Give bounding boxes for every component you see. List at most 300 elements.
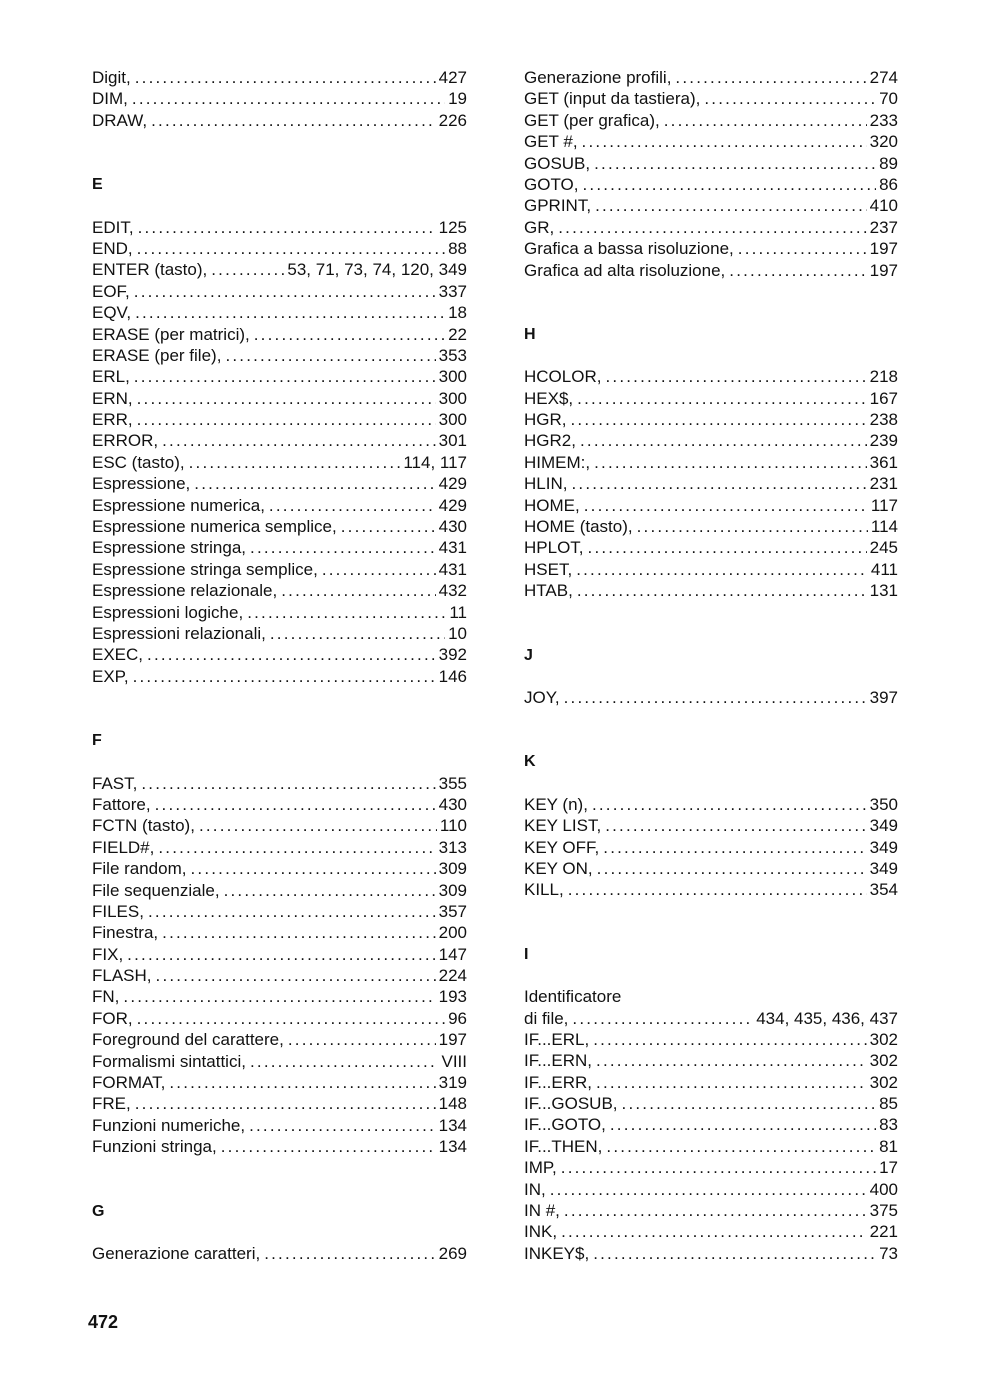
dot-leader bbox=[155, 794, 436, 815]
index-page-ref: 397 bbox=[869, 687, 898, 707]
index-term: FIELD#, bbox=[92, 837, 155, 857]
index-page-ref: 237 bbox=[869, 217, 898, 237]
index-entry bbox=[524, 88, 898, 109]
index-page-ref: 114 bbox=[870, 517, 898, 537]
dot-leader bbox=[158, 837, 435, 858]
index-column-right bbox=[524, 67, 898, 1264]
dot-leader bbox=[577, 388, 866, 409]
dot-leader bbox=[151, 110, 436, 131]
index-entry bbox=[92, 794, 467, 815]
index-entry bbox=[92, 302, 467, 323]
dot-leader bbox=[637, 516, 868, 537]
index-term: GOSUB, bbox=[524, 153, 591, 173]
index-page-ref: 197 bbox=[869, 239, 898, 259]
index-entry bbox=[524, 1029, 898, 1050]
dot-leader bbox=[550, 1179, 867, 1200]
index-entry bbox=[92, 388, 467, 409]
index-page-ref: 17 bbox=[879, 1158, 898, 1178]
index-page-ref: 245 bbox=[869, 538, 898, 558]
index-term: ERR, bbox=[92, 410, 133, 430]
index-page-ref: 302 bbox=[869, 1051, 898, 1071]
index-entry bbox=[524, 858, 898, 879]
section-letter-k: K bbox=[524, 753, 536, 771]
index-entry bbox=[524, 388, 898, 409]
dot-leader bbox=[254, 324, 445, 345]
dot-leader bbox=[135, 67, 436, 88]
index-page-ref: 239 bbox=[869, 431, 898, 451]
index-page-ref: 86 bbox=[879, 174, 898, 194]
dot-leader bbox=[606, 1136, 876, 1157]
index-page-ref: 434, 435, 436, 437 bbox=[756, 1008, 898, 1028]
index-term: FIX, bbox=[92, 944, 124, 964]
index-entry bbox=[92, 516, 467, 537]
index-entry bbox=[92, 430, 467, 451]
index-entry bbox=[92, 88, 467, 109]
index-term: Generazione caratteri, bbox=[92, 1243, 261, 1263]
index-term: Generazione profili, bbox=[524, 68, 672, 87]
index-entry bbox=[524, 1157, 898, 1178]
index-term: GOTO, bbox=[524, 174, 579, 194]
index-page-ref: 319 bbox=[438, 1073, 467, 1093]
dot-leader bbox=[264, 1243, 435, 1264]
index-entry bbox=[92, 281, 467, 302]
dot-leader bbox=[738, 238, 867, 259]
index-entry bbox=[524, 837, 898, 858]
index-term: Espressioni relazionali, bbox=[92, 623, 266, 643]
index-page-ref: 350 bbox=[869, 794, 898, 814]
index-term: Grafica ad alta risoluzione, bbox=[524, 260, 726, 280]
section-letter-g: G bbox=[92, 1202, 105, 1220]
index-term: FAST, bbox=[92, 773, 138, 793]
index-term: GR, bbox=[524, 217, 555, 237]
index-page-ref: 431 bbox=[438, 559, 467, 579]
index-term: GET #, bbox=[524, 132, 578, 152]
index-term: HSET, bbox=[524, 559, 573, 579]
index-term: IF...ERL, bbox=[524, 1029, 590, 1049]
dot-leader bbox=[132, 88, 445, 109]
index-page-ref: 400 bbox=[869, 1179, 898, 1199]
index-entry bbox=[92, 965, 467, 986]
dot-leader bbox=[582, 174, 876, 195]
dot-leader bbox=[134, 281, 436, 302]
index-entry bbox=[92, 580, 467, 601]
dot-leader bbox=[247, 602, 446, 623]
index-entry bbox=[524, 1136, 898, 1157]
dot-leader bbox=[605, 815, 866, 836]
dot-leader bbox=[249, 1115, 436, 1136]
dot-leader bbox=[561, 1157, 876, 1178]
index-entry bbox=[92, 217, 467, 238]
index-entry bbox=[92, 537, 467, 558]
index-entry bbox=[92, 837, 467, 858]
index-page-ref: 81 bbox=[879, 1136, 898, 1156]
index-entry bbox=[524, 986, 898, 1007]
index-entry bbox=[92, 238, 467, 259]
index-page-ref: 10 bbox=[448, 623, 467, 643]
index-entry bbox=[92, 901, 467, 922]
dot-leader bbox=[561, 1221, 867, 1242]
dot-leader bbox=[596, 1072, 867, 1093]
index-page-ref: 224 bbox=[438, 966, 467, 986]
index-page-ref: 83 bbox=[879, 1115, 898, 1135]
index-entry bbox=[524, 1243, 898, 1264]
index-page-ref: 353 bbox=[438, 345, 467, 365]
dot-leader bbox=[127, 944, 435, 965]
index-entry bbox=[524, 409, 898, 430]
index-term: IN, bbox=[524, 1179, 546, 1199]
dot-leader bbox=[576, 559, 868, 580]
dot-leader bbox=[199, 815, 437, 836]
dot-leader bbox=[610, 1114, 876, 1135]
index-term: HOME (tasto), bbox=[524, 517, 633, 537]
dot-leader bbox=[137, 1008, 445, 1029]
index-entry bbox=[92, 345, 467, 366]
index-term: END, bbox=[92, 238, 133, 258]
dot-leader bbox=[664, 110, 867, 131]
index-page-ref: VIII bbox=[441, 1051, 467, 1071]
index-entry bbox=[92, 1115, 467, 1136]
index-entry bbox=[524, 217, 898, 238]
index-term: INK, bbox=[524, 1222, 558, 1242]
index-term: IF...THEN, bbox=[524, 1136, 603, 1156]
index-entry bbox=[92, 858, 467, 879]
index-term: ERL, bbox=[92, 367, 130, 387]
index-entry bbox=[524, 260, 898, 281]
index-entry bbox=[92, 1051, 467, 1072]
dot-leader bbox=[224, 880, 436, 901]
index-entry bbox=[92, 644, 467, 665]
dot-leader bbox=[341, 516, 436, 537]
index-term: FOR, bbox=[92, 1008, 133, 1028]
index-entry bbox=[524, 537, 898, 558]
dot-leader bbox=[270, 623, 445, 644]
dot-leader bbox=[593, 1029, 866, 1050]
section-letter-j: J bbox=[524, 646, 533, 664]
index-entry bbox=[524, 238, 898, 259]
index-term: HLIN, bbox=[524, 474, 568, 494]
index-page-ref: 89 bbox=[879, 153, 898, 173]
index-term: FRE, bbox=[92, 1094, 131, 1114]
index-page-ref: 70 bbox=[879, 89, 898, 109]
dot-leader bbox=[571, 409, 867, 430]
index-entry bbox=[92, 1093, 467, 1114]
dot-leader bbox=[162, 430, 436, 451]
index-page-ref: 19 bbox=[448, 89, 467, 109]
index-term: KILL, bbox=[524, 880, 564, 900]
dot-leader bbox=[322, 559, 436, 580]
dot-leader bbox=[577, 580, 867, 601]
index-page-ref: 134 bbox=[438, 1137, 467, 1157]
index-page-ref: 218 bbox=[869, 367, 898, 387]
index-entry bbox=[92, 986, 467, 1007]
index-page-ref: 313 bbox=[438, 837, 467, 857]
index-page-ref: 309 bbox=[438, 880, 467, 900]
index-entry bbox=[92, 773, 467, 794]
index-page-ref: 18 bbox=[448, 303, 467, 323]
dot-leader bbox=[190, 858, 435, 879]
index-page-ref: 197 bbox=[438, 1030, 467, 1050]
section-letter-i: I bbox=[524, 945, 529, 963]
index-term: JOY, bbox=[524, 687, 560, 707]
index-term: INKEY$, bbox=[524, 1243, 590, 1263]
index-term: Grafica a bassa risoluzione, bbox=[524, 239, 734, 259]
index-entry bbox=[524, 1008, 898, 1029]
dot-leader bbox=[225, 345, 435, 366]
index-page-ref: 300 bbox=[438, 410, 467, 430]
index-term: ERASE (per matrici), bbox=[92, 324, 250, 344]
index-entry bbox=[524, 67, 898, 88]
index-page-ref: 167 bbox=[869, 388, 898, 408]
dot-leader bbox=[582, 131, 867, 152]
index-term: GET (input da tastiera), bbox=[524, 89, 701, 109]
index-term: Finestra, bbox=[92, 923, 159, 943]
index-term: ESC (tasto), bbox=[92, 452, 185, 472]
index-term: IF...GOSUB, bbox=[524, 1094, 618, 1114]
index-term: FILES, bbox=[92, 901, 144, 921]
index-entry bbox=[524, 473, 898, 494]
index-page-ref: 392 bbox=[438, 645, 467, 665]
index-page-ref: 146 bbox=[438, 666, 467, 686]
index-term: Funzioni stringa, bbox=[92, 1137, 217, 1157]
index-term: ERN, bbox=[92, 388, 133, 408]
dot-leader bbox=[594, 153, 876, 174]
index-term: FORMAT, bbox=[92, 1073, 166, 1093]
dot-leader bbox=[596, 1050, 867, 1071]
index-entry bbox=[524, 452, 898, 473]
dot-leader bbox=[597, 858, 867, 879]
index-entry bbox=[92, 623, 467, 644]
index-entry bbox=[92, 944, 467, 965]
dot-leader bbox=[134, 366, 436, 387]
index-term: Espressione stringa semplice, bbox=[92, 559, 318, 579]
index-entry bbox=[524, 1200, 898, 1221]
index-entry bbox=[92, 1008, 467, 1029]
index-term: Espressioni logiche, bbox=[92, 602, 244, 622]
index-page-ref: 337 bbox=[438, 281, 467, 301]
index-entry bbox=[92, 324, 467, 345]
index-page-ref: 302 bbox=[869, 1072, 898, 1092]
index-term: HEX$, bbox=[524, 388, 574, 408]
index-term: KEY OFF, bbox=[524, 837, 600, 857]
index-entry bbox=[92, 452, 467, 473]
index-page-ref: 300 bbox=[438, 388, 467, 408]
index-term: Formalismi sintattici, bbox=[92, 1051, 246, 1071]
dot-leader bbox=[156, 965, 436, 986]
index-term: ERROR, bbox=[92, 431, 159, 451]
index-term: IF...ERR, bbox=[524, 1072, 593, 1092]
index-page-ref: 88 bbox=[448, 238, 467, 258]
index-term: EXEC, bbox=[92, 645, 144, 665]
index-term: di file, bbox=[524, 1008, 569, 1028]
index-page-ref: 349 bbox=[869, 858, 898, 878]
index-page-ref: 274 bbox=[869, 68, 898, 87]
index-entry bbox=[524, 815, 898, 836]
index-entry bbox=[524, 1179, 898, 1200]
index-page-ref: 429 bbox=[438, 474, 467, 494]
index-page-ref: 309 bbox=[438, 859, 467, 879]
index-page-ref: 147 bbox=[438, 944, 467, 964]
dot-leader bbox=[169, 1072, 435, 1093]
dot-leader bbox=[281, 580, 435, 601]
index-term: ENTER (tasto), bbox=[92, 260, 208, 280]
dot-leader bbox=[137, 238, 445, 259]
index-entry bbox=[524, 879, 898, 900]
index-term: IF...ERN, bbox=[524, 1051, 593, 1071]
index-entry bbox=[92, 67, 467, 88]
dot-leader bbox=[135, 302, 445, 323]
dot-leader bbox=[595, 195, 867, 216]
index-term: ERASE (per file), bbox=[92, 345, 222, 365]
index-entry bbox=[524, 366, 898, 387]
dot-leader bbox=[141, 773, 435, 794]
index-page-ref: 355 bbox=[438, 773, 467, 793]
dot-leader bbox=[603, 837, 866, 858]
dot-leader bbox=[704, 88, 876, 109]
index-term: HGR, bbox=[524, 410, 567, 430]
dot-leader bbox=[123, 986, 435, 1007]
index-page-ref: 357 bbox=[438, 901, 467, 921]
dot-leader bbox=[580, 430, 867, 451]
index-entry bbox=[92, 110, 467, 131]
index-term: IN #, bbox=[524, 1201, 560, 1221]
index-page-ref: 354 bbox=[869, 880, 898, 900]
index-page-ref: 200 bbox=[438, 923, 467, 943]
index-term: Espressione numerica, bbox=[92, 495, 265, 515]
index-term: FLASH, bbox=[92, 966, 152, 986]
index-term: DIM, bbox=[92, 89, 128, 109]
index-page-ref: 231 bbox=[869, 474, 898, 494]
index-entry bbox=[92, 366, 467, 387]
index-term: EDIT, bbox=[92, 217, 134, 237]
section-letter-h: H bbox=[524, 325, 536, 343]
index-term: DRAW, bbox=[92, 110, 148, 130]
index-page-ref: 96 bbox=[448, 1008, 467, 1028]
index-term: GPRINT, bbox=[524, 196, 592, 216]
index-page-ref: 233 bbox=[869, 110, 898, 130]
index-entry bbox=[92, 1136, 467, 1157]
index-term: EQV, bbox=[92, 303, 132, 323]
index-page-ref: 134 bbox=[438, 1115, 467, 1135]
index-entry bbox=[524, 1072, 898, 1093]
section-letter-f: F bbox=[92, 732, 102, 750]
index-page-ref: 117 bbox=[870, 495, 898, 515]
dot-leader bbox=[194, 473, 435, 494]
dot-leader bbox=[729, 260, 866, 281]
index-entry bbox=[524, 174, 898, 195]
index-page-ref: 300 bbox=[438, 367, 467, 387]
index-page-ref: 411 bbox=[870, 559, 898, 579]
index-term: Funzioni numeriche, bbox=[92, 1115, 246, 1135]
index-page-ref: 431 bbox=[438, 538, 467, 558]
index-page-ref: 349 bbox=[869, 837, 898, 857]
index-page-ref: 349 bbox=[869, 816, 898, 836]
index-entry bbox=[524, 1221, 898, 1242]
index-page-ref: 302 bbox=[869, 1029, 898, 1049]
index-term: Fattore, bbox=[92, 794, 151, 814]
index-page-ref: 226 bbox=[438, 110, 467, 130]
index-entry bbox=[92, 1029, 467, 1050]
index-entry bbox=[524, 559, 898, 580]
index-term: Digit, bbox=[92, 68, 131, 87]
dot-leader bbox=[137, 409, 436, 430]
index-page-ref: 320 bbox=[869, 132, 898, 152]
index-entry bbox=[92, 602, 467, 623]
index-term: Espressione stringa, bbox=[92, 538, 247, 558]
index-entry bbox=[524, 131, 898, 152]
index-entry bbox=[524, 153, 898, 174]
index-page-ref: 432 bbox=[438, 581, 467, 601]
index-term: Foreground del carattere, bbox=[92, 1030, 284, 1050]
index-entry bbox=[92, 259, 467, 280]
dot-leader bbox=[288, 1029, 436, 1050]
dot-leader bbox=[148, 901, 436, 922]
index-term: IMP, bbox=[524, 1158, 557, 1178]
index-entry bbox=[524, 430, 898, 451]
index-entry bbox=[92, 880, 467, 901]
index-entry bbox=[524, 580, 898, 601]
index-page-ref: 73 bbox=[879, 1243, 898, 1263]
index-page-ref: 375 bbox=[869, 1201, 898, 1221]
index-term: FCTN (tasto), bbox=[92, 816, 195, 836]
dot-leader bbox=[675, 67, 866, 88]
index-entry bbox=[524, 687, 898, 708]
dot-leader bbox=[211, 259, 284, 280]
index-entry bbox=[92, 559, 467, 580]
index-page-ref: 85 bbox=[879, 1094, 898, 1114]
index-page-ref: 131 bbox=[869, 581, 898, 601]
dot-leader bbox=[269, 495, 436, 516]
dot-leader bbox=[135, 1093, 436, 1114]
page-number: 472 bbox=[88, 1312, 119, 1332]
index-term: KEY (n), bbox=[524, 794, 588, 814]
index-page-ref: 301 bbox=[438, 431, 467, 451]
index-term: HOME, bbox=[524, 495, 580, 515]
index-page-ref: 221 bbox=[869, 1222, 898, 1242]
index-term: EOF, bbox=[92, 281, 130, 301]
section-letter-e: E bbox=[92, 176, 103, 194]
index-entry bbox=[92, 409, 467, 430]
index-term: KEY ON, bbox=[524, 858, 593, 878]
dot-leader bbox=[593, 1243, 876, 1264]
index-page-ref: 125 bbox=[438, 217, 467, 237]
index-entry bbox=[524, 1093, 898, 1114]
index-entry bbox=[92, 922, 467, 943]
index-term: File sequenziale, bbox=[92, 880, 220, 900]
dot-leader bbox=[572, 1008, 753, 1029]
index-term: Identificatore bbox=[524, 987, 622, 1007]
index-entry bbox=[524, 516, 898, 537]
index-entry bbox=[92, 1243, 467, 1264]
index-term: File random, bbox=[92, 859, 187, 879]
index-entry bbox=[92, 666, 467, 687]
dot-leader bbox=[588, 537, 867, 558]
dot-leader bbox=[137, 388, 436, 409]
index-entry bbox=[524, 1050, 898, 1071]
index-term: Espressione numerica semplice, bbox=[92, 517, 337, 537]
index-term: Espressione relazionale, bbox=[92, 581, 278, 601]
dot-leader bbox=[221, 1136, 436, 1157]
dot-leader bbox=[568, 879, 867, 900]
dot-leader bbox=[250, 1051, 439, 1072]
index-entry bbox=[92, 1072, 467, 1093]
index-term: HPLOT, bbox=[524, 538, 584, 558]
index-term: EXP, bbox=[92, 666, 129, 686]
dot-leader bbox=[571, 473, 866, 494]
index-page-ref: 430 bbox=[438, 517, 467, 537]
index-page-ref: 22 bbox=[448, 324, 467, 344]
index-entry bbox=[524, 110, 898, 131]
dot-leader bbox=[189, 452, 401, 473]
